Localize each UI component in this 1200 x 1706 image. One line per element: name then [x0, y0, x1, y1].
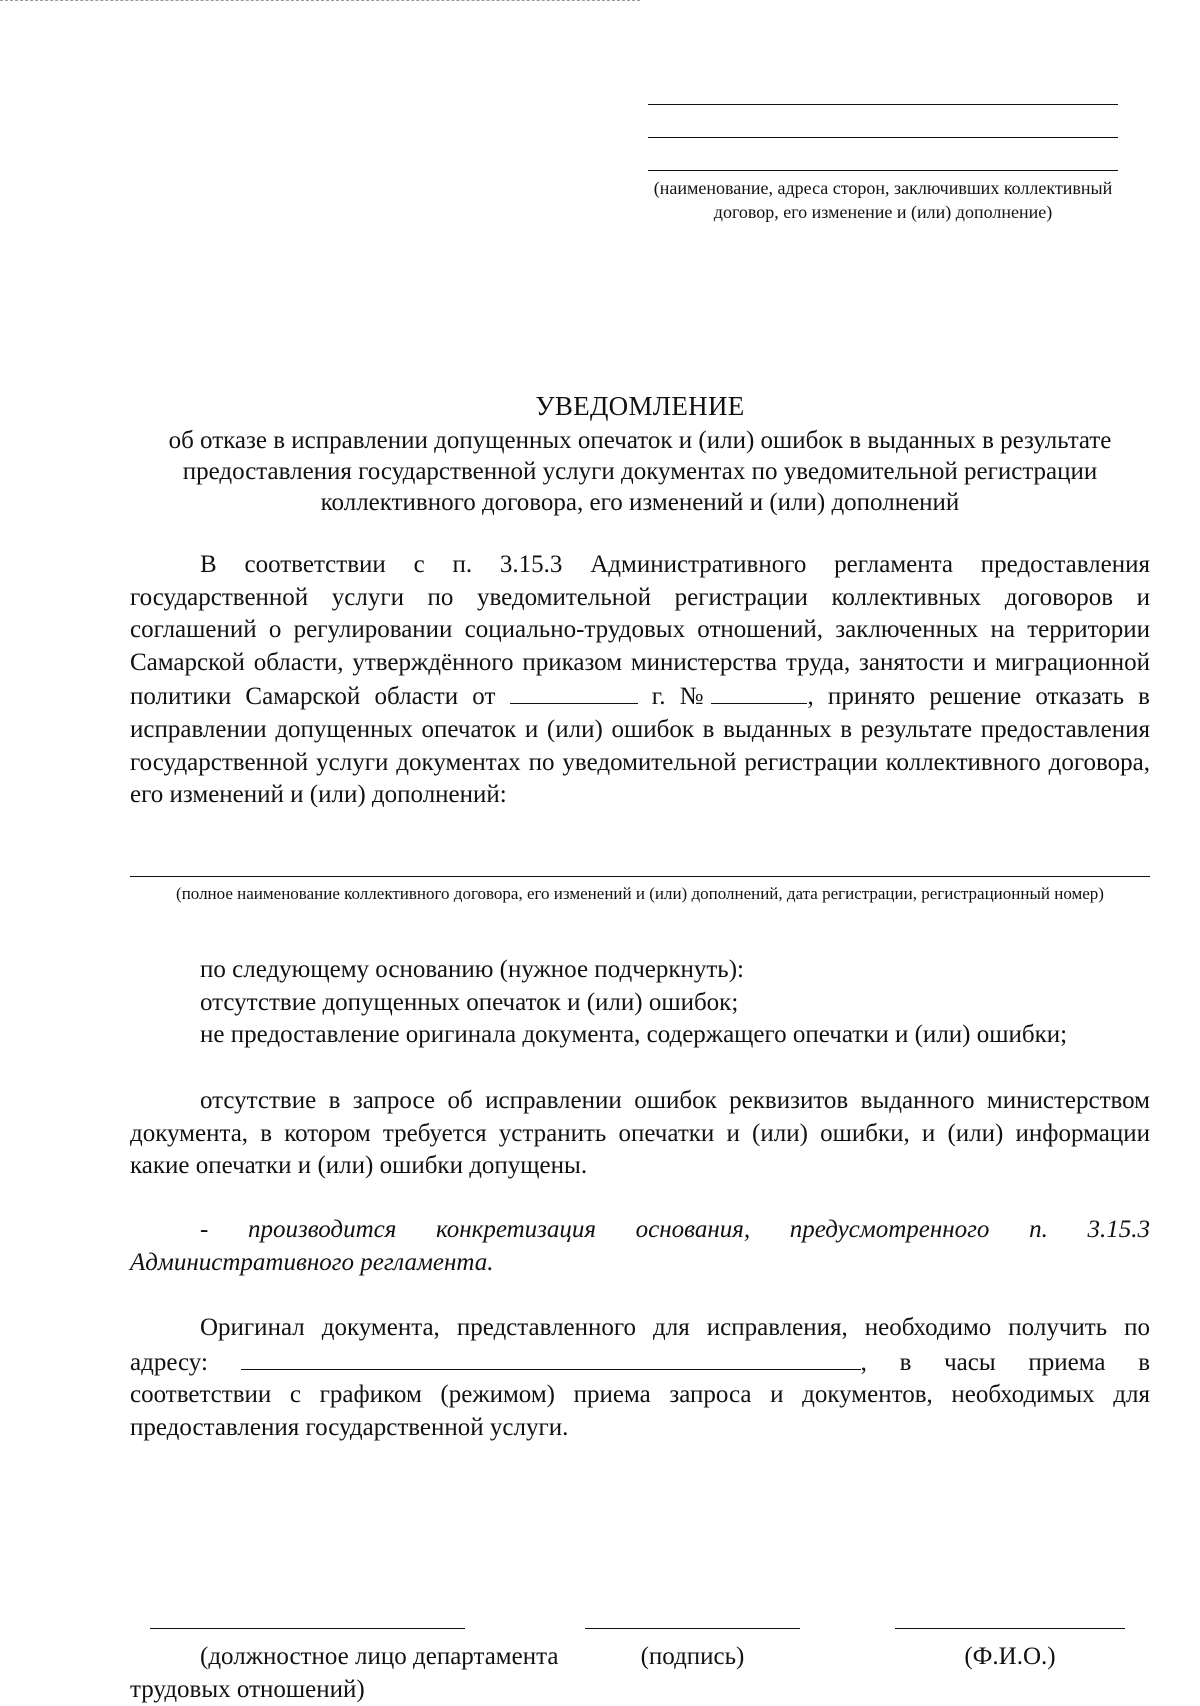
full-name-label: (Ф.И.О.): [964, 1643, 1056, 1670]
address-caption: (наименование, адреса сторон, заключивших коллективный договор, его изменение и (или) дополнение): [653, 178, 1113, 222]
signature-label: (подпись): [640, 1643, 745, 1670]
address-line-1: [648, 104, 1118, 105]
scan-edge: [0, 0, 640, 11]
main-paragraph: [130, 549, 1150, 812]
agreement-name-line: [130, 876, 1150, 877]
main-text-4: , принято решение отказать в исправлении допущенных опечаток и (или) ошибок в выданных в результате предоставления государственной услуги документах по уведомительной регистрации коллективного договора, его изменений и (или) дополнений:: [130, 683, 1150, 809]
basis-item-3: отсутствие в запросе об исправлении ошибок реквизитов выданного министерством документа, в котором требуется устранить опечатки и (или) ошибки, и (или) информации какие опечатки и (или) ошибки допущены.: [130, 1087, 1150, 1180]
basis-intro: по следующему основанию (нужное подчеркнуть):: [200, 956, 744, 983]
main-text-1: В соответствии с п. 3.15.3 Административного регламента предоставления государственной услуги по уведомительной регистрации коллективных договоров и соглашений о регулировании социально-трудовых отношений, заключенных на территории Самарской области, утверждённого приказом министерства труда, занятости и миграционной политики Самарской области от: [130, 551, 1150, 711]
official-signature-line: [150, 1628, 465, 1629]
name-signature-line: [895, 1628, 1125, 1629]
signature-line: [585, 1628, 800, 1629]
original-text-1: Оригинал документа, представленного для исправления, необходимо получить по адресу:: [130, 1314, 1150, 1376]
document-title: УВЕДОМЛЕНИЕ: [535, 391, 745, 421]
main-text-3: №: [679, 683, 712, 711]
official-label: (должностное лицо департамента трудовых отношений): [130, 1643, 559, 1703]
clarification-note: - производится конкретизация основания, предусмотренного п. 3.15.3 Административного регламента.: [130, 1216, 1150, 1276]
basis-item-1: отсутствие допущенных опечаток и (или) ошибок;: [200, 989, 739, 1016]
address-line-3: [648, 170, 1118, 171]
basis-item-2: не предоставление оригинала документа, содержащего опечатки и (или) ошибки;: [200, 1021, 1068, 1048]
date-blank: [510, 679, 638, 704]
number-blank: [711, 679, 807, 704]
original-text-2: , в часы приема в соответствии с графиком (режимом) приема запроса и документов, необходимых для предоставления государственной услуги.: [130, 1348, 1150, 1441]
main-text-2: г.: [651, 683, 666, 711]
address-line-2: [648, 137, 1118, 138]
agreement-caption: (полное наименование коллективного договора, его изменений и (или) дополнений, дата регистрации, регистрационный номер): [176, 884, 1104, 903]
document-subtitle: об отказе в исправлении допущенных опечаток и (или) ошибок в выданных в результате предоставления государственной услуги документах по уведомительной регистрации коллективного договора, его изменений и (или) дополнений: [168, 427, 1112, 516]
original-paragraph: [130, 1312, 1150, 1444]
address-blank: [241, 1345, 861, 1370]
